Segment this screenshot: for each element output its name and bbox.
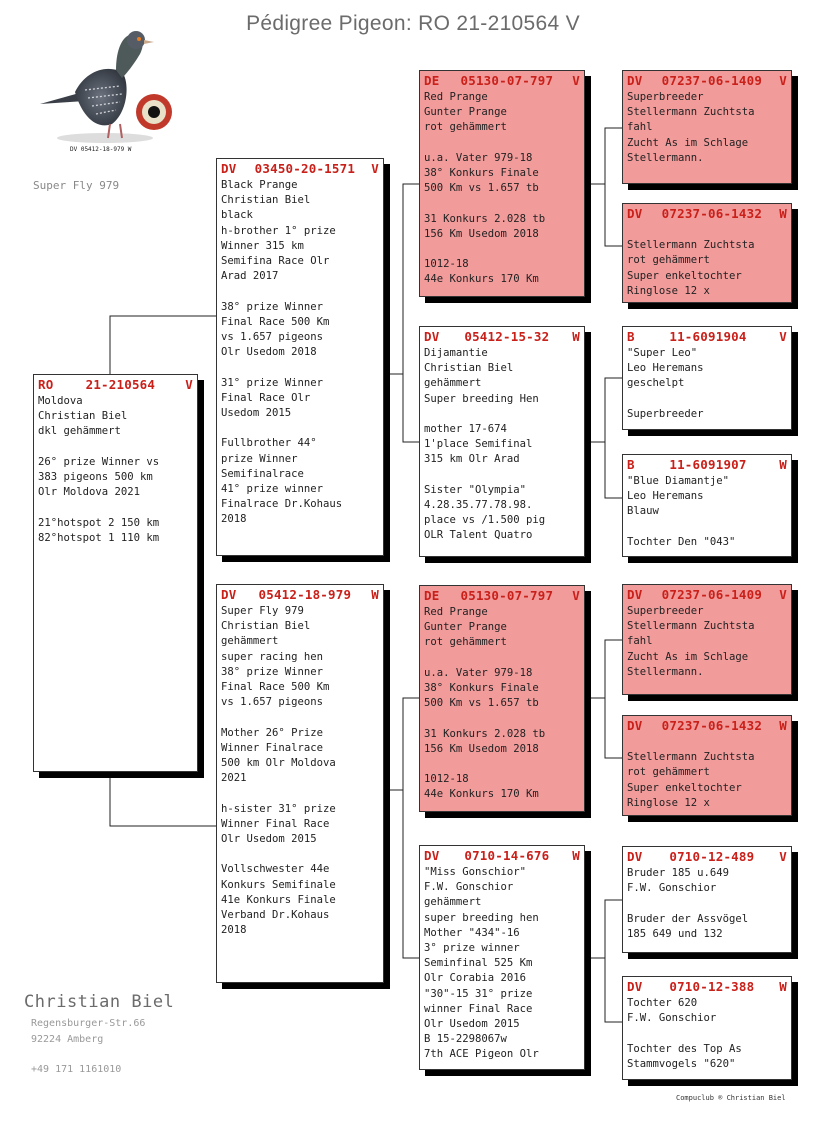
pigeon-description: "Super Leo" Leo Heremans geschelpt Superbreeder <box>627 347 704 420</box>
sex-marker: V <box>779 73 787 88</box>
ring-number: 05412-18-979 <box>258 587 352 602</box>
ring-number: 05130-07-797 <box>460 588 554 603</box>
maternal-grandmother-box <box>419 845 585 1070</box>
father-box <box>216 158 384 556</box>
ring-number: 11-6091907 <box>669 457 747 472</box>
ring-country: DV <box>627 206 643 221</box>
ring-number: 0710-12-489 <box>669 849 755 864</box>
eye-photo <box>134 92 174 132</box>
ring-country: RO <box>38 377 54 392</box>
ring-number: 0710-12-388 <box>669 979 755 994</box>
ring-country: DE <box>424 588 440 603</box>
pigeon-description: Moldova Christian Biel dkl gehämmert 26° prize Winner vs 383 pigeons 500 km Olr Moldova 2021 21°hotspot 2 150 km 82°hotspot 1 110 km <box>38 395 160 544</box>
sex-marker: W <box>572 848 580 863</box>
sex-marker: V <box>779 329 787 344</box>
sex-marker: W <box>371 587 379 602</box>
sex-marker: V <box>572 588 580 603</box>
great-grandparent-box <box>622 454 792 557</box>
pigeon-nickname: Super Fly 979 <box>33 179 120 192</box>
ring-number: 07237-06-1409 <box>661 73 763 88</box>
pigeon-description: Stellermann Zuchtsta rot gehämmert Super enkeltochter Ringlose 12 x <box>627 751 755 809</box>
ring-country: DV <box>627 718 643 733</box>
great-grandparent-box <box>622 584 792 695</box>
pigeon-description: Red Prange Gunter Prange rot gehämmert u.a. Vater 979-18 38° Konkurs Finale 500 Km vs 1.657 tb 31 Konkurs 2.028 tb 156 Km Usedom 2018 1012-18 44e Konkurs 170 Km <box>424 606 546 801</box>
photo-caption: DV 05412-18-979 W <box>70 146 132 153</box>
pigeon-description: "Blue Diamantje" Leo Heremans Blauw Tochter Den "043" <box>627 475 736 548</box>
ring-country: DV <box>627 73 643 88</box>
pigeon-description: "Miss Gonschior" F.W. Gonschior gehämmert super breeding hen Mother "434"-16 3° prize winner Seminfinal 525 Km Olr Corabia 2016 "30"-15 31° prize winner Final Race Olr Usedom 2015 B 15-2298067w 7th ACE Pigeon Olr <box>424 866 539 1061</box>
sex-marker: V <box>185 377 193 392</box>
ring-number: 05412-15-32 <box>464 329 550 344</box>
ring-country: DV <box>627 849 643 864</box>
sex-marker: W <box>779 979 787 994</box>
ring-country: DV <box>424 848 440 863</box>
pigeon-description: Superbreeder Stellermann Zuchtsta fahl Zucht As im Schlage Stellermann. <box>627 91 755 164</box>
pigeon-description: Stellermann Zuchtsta rot gehämmert Super enkeltochter Ringlose 12 x <box>627 239 755 297</box>
ring-number: 0710-14-676 <box>464 848 550 863</box>
ring-country: DV <box>221 161 237 176</box>
pigeon-description: Tochter 620 F.W. Gonschior Tochter des Top As Stammvogels "620" <box>627 997 742 1070</box>
pigeon-photo <box>30 20 180 155</box>
ring-country: DE <box>424 73 440 88</box>
pigeon-description: Bruder 185 u.649 F.W. Gonschior Bruder der Assvögel 185 649 und 132 <box>627 867 749 940</box>
ring-number: 21-210564 <box>85 377 156 392</box>
ring-number: 07237-06-1409 <box>661 587 763 602</box>
ring-number: 07237-06-1432 <box>661 206 763 221</box>
subject-box <box>33 374 198 772</box>
pigeon-description: Dijamantie Christian Biel gehämmert Super breeding Hen mother 17-674 1'place Semifinal 315 km Olr Arad Sister "Olympia" 4.28.35.77.78.98. place vs /1.500 pig OLR Talent Quatro <box>424 347 546 542</box>
ring-number: 05130-07-797 <box>460 73 554 88</box>
page-title: Pédigree Pigeon: RO 21-210564 V <box>246 12 580 35</box>
ring-number: 11-6091904 <box>669 329 747 344</box>
ring-country: DV <box>627 587 643 602</box>
ring-country: B <box>627 329 635 344</box>
sex-marker: V <box>779 849 787 864</box>
maternal-grandfather-box <box>419 585 585 812</box>
sex-marker: V <box>572 73 580 88</box>
footer-credit: Compuclub ® Christian Biel <box>676 1094 786 1102</box>
pigeon-description: Super Fly 979 Christian Biel gehämmert super racing hen 38° prize Winner Final Race 500 Km vs 1.657 pigeons Mother 26° Prize Winner Finalrace 500 km Olr Moldova 2021 h-sister 31° prize Winner Final Race Olr Usedom 2015 Vollschwester 44e Konkurs Semifinale 41e Konkurs Finale Verband Dr.Kohaus 2018 <box>221 605 336 937</box>
owner-name: Christian Biel <box>24 992 175 1012</box>
sex-marker: W <box>779 206 787 221</box>
great-grandparent-box <box>622 203 792 303</box>
great-grandparent-box <box>622 846 792 953</box>
paternal-grandmother-box <box>419 326 585 557</box>
sex-marker: V <box>371 161 379 176</box>
great-grandparent-box <box>622 715 792 816</box>
great-grandparent-box <box>622 326 792 430</box>
sex-marker: W <box>779 457 787 472</box>
great-grandparent-box <box>622 70 792 184</box>
owner-street: Regensburger-Str.66 <box>31 1018 146 1029</box>
pigeon-description: Red Prange Gunter Prange rot gehämmert u.a. Vater 979-18 38° Konkurs Finale 500 Km vs 1.657 tb 31 Konkurs 2.028 tb 156 Km Usedom 2018 1012-18 44e Konkurs 170 Km <box>424 91 546 286</box>
pigeon-description: Black Prange Christian Biel black h-brother 1° prize Winner 315 km Semifina Race Olr Arad 2017 38° prize Winner Final Race 500 Km vs 1.657 pigeons Olr Usedom 2018 31° prize Winner Final Race Olr Usedom 2015 Fullbrother 44° prize Winner Semifinalrace 41° prize winner Finalrace Dr.Kohaus 2018 <box>221 179 343 526</box>
ring-country: DV <box>221 587 237 602</box>
sex-marker: W <box>779 718 787 733</box>
sex-marker: V <box>779 587 787 602</box>
sex-marker: W <box>572 329 580 344</box>
pigeon-description: Superbreeder Stellermann Zuchtsta fahl Zucht As im Schlage Stellermann. <box>627 605 755 678</box>
ring-number: 07237-06-1432 <box>661 718 763 733</box>
ring-country: DV <box>627 979 643 994</box>
ring-country: B <box>627 457 635 472</box>
ring-country: DV <box>424 329 440 344</box>
mother-box <box>216 584 384 983</box>
ring-number: 03450-20-1571 <box>254 161 356 176</box>
owner-phone: +49 171 1161010 <box>31 1064 122 1075</box>
paternal-grandfather-box <box>419 70 585 297</box>
owner-city: 92224 Amberg <box>31 1034 104 1045</box>
great-grandparent-box <box>622 976 792 1080</box>
